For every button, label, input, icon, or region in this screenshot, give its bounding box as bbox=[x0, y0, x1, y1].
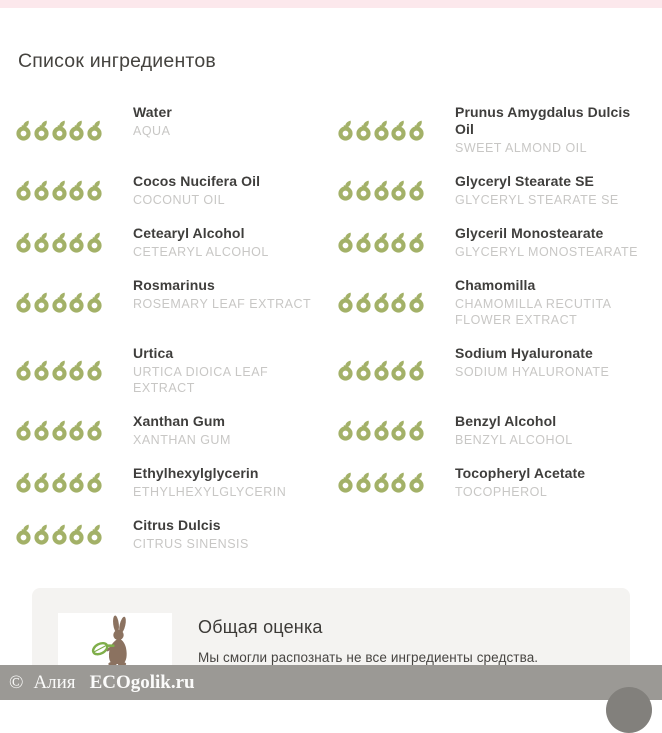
ingredient-item bbox=[16, 172, 324, 208]
rating-icons bbox=[338, 291, 424, 313]
apple-sprout-icon bbox=[16, 359, 31, 381]
apple-sprout-icon bbox=[52, 359, 67, 381]
ingredient-name: Ethylhexylglycerin bbox=[133, 465, 259, 481]
apple-sprout-icon bbox=[34, 471, 49, 493]
apple-sprout-icon bbox=[69, 471, 84, 493]
rating-icons bbox=[338, 119, 424, 141]
ingredient-item bbox=[338, 224, 646, 260]
apple-sprout-icon bbox=[374, 359, 389, 381]
ingredient-text bbox=[455, 172, 619, 208]
ingredient-text bbox=[455, 276, 646, 328]
scroll-top-button[interactable] bbox=[606, 687, 652, 733]
apple-sprout-icon bbox=[338, 179, 353, 201]
apple-sprout-icon bbox=[87, 231, 102, 253]
apple-sprout-icon bbox=[16, 419, 31, 441]
ingredient-inci-name: SWEET ALMOND OIL bbox=[455, 141, 588, 155]
rating-icons bbox=[16, 419, 102, 441]
apple-sprout-icon bbox=[409, 179, 424, 201]
ingredient-name: Glyceryl Stearate SE bbox=[455, 173, 594, 189]
rating-icons bbox=[16, 359, 102, 381]
apple-sprout-icon bbox=[34, 419, 49, 441]
apple-sprout-icon bbox=[338, 231, 353, 253]
apple-sprout-icon bbox=[338, 419, 353, 441]
apple-sprout-icon bbox=[16, 291, 31, 313]
apple-sprout-icon bbox=[34, 523, 49, 545]
apple-sprout-icon bbox=[356, 231, 371, 253]
ingredient-item bbox=[16, 516, 324, 552]
apple-sprout-icon bbox=[409, 471, 424, 493]
summary-description: Мы смогли распознать не все ингредиенты средства. bbox=[198, 649, 539, 665]
apple-sprout-icon bbox=[34, 119, 49, 141]
apple-sprout-icon bbox=[338, 471, 353, 493]
footer bbox=[0, 665, 662, 700]
apple-sprout-icon bbox=[391, 291, 406, 313]
ingredient-inci-name: SODIUM HYALURONATE bbox=[455, 365, 610, 379]
ingredient-text bbox=[455, 103, 646, 156]
apple-sprout-icon bbox=[87, 119, 102, 141]
ingredient-inci-name: GLYCERYL MONOSTEARATE bbox=[455, 245, 638, 259]
ingredient-name: Benzyl Alcohol bbox=[455, 413, 557, 429]
apple-sprout-icon bbox=[16, 471, 31, 493]
apple-sprout-icon bbox=[69, 231, 84, 253]
rating-icons bbox=[16, 179, 102, 201]
top-accent-bar bbox=[0, 0, 662, 8]
ingredient-item bbox=[16, 344, 324, 396]
apple-sprout-icon bbox=[409, 419, 424, 441]
ingredient-name: Chamomilla bbox=[455, 277, 536, 293]
ingredient-name: Xanthan Gum bbox=[133, 413, 226, 429]
ingredient-name: Cetearyl Alcohol bbox=[133, 225, 245, 241]
apple-sprout-icon bbox=[52, 231, 67, 253]
apple-sprout-icon bbox=[409, 291, 424, 313]
ingredient-inci-name: AQUA bbox=[133, 124, 171, 138]
apple-sprout-icon bbox=[52, 119, 67, 141]
apple-sprout-icon bbox=[69, 419, 84, 441]
page-title: Список ингредиентов bbox=[18, 50, 216, 72]
apple-sprout-icon bbox=[338, 291, 353, 313]
ingredient-name: Water bbox=[133, 104, 172, 120]
ingredient-item bbox=[16, 276, 324, 328]
ingredient-text bbox=[455, 224, 638, 260]
ingredient-inci-name: GLYCERYL STEARATE SE bbox=[455, 193, 619, 207]
apple-sprout-icon bbox=[87, 471, 102, 493]
apple-sprout-icon bbox=[374, 179, 389, 201]
apple-sprout-icon bbox=[16, 119, 31, 141]
apple-sprout-icon bbox=[87, 359, 102, 381]
rating-icons bbox=[16, 119, 102, 141]
ingredient-item bbox=[338, 103, 646, 156]
apple-sprout-icon bbox=[356, 359, 371, 381]
ingredient-text bbox=[455, 464, 585, 500]
apple-sprout-icon bbox=[87, 523, 102, 545]
rating-icons bbox=[16, 471, 102, 493]
apple-sprout-icon bbox=[374, 231, 389, 253]
ingredient-inci-name: CETEARYL ALCOHOL bbox=[133, 245, 269, 259]
ingredient-inci-name: ETHYLHEXYLGLYCERIN bbox=[133, 485, 287, 499]
ingredient-name: Glyceril Monostearate bbox=[455, 225, 604, 241]
ingredient-text bbox=[133, 224, 269, 260]
rating-icons bbox=[338, 231, 424, 253]
summary-text bbox=[198, 617, 538, 665]
apple-sprout-icon bbox=[391, 471, 406, 493]
apple-sprout-icon bbox=[34, 359, 49, 381]
apple-sprout-icon bbox=[338, 359, 353, 381]
apple-sprout-icon bbox=[374, 471, 389, 493]
apple-sprout-icon bbox=[374, 419, 389, 441]
ingredient-inci-name: CITRUS SINENSIS bbox=[133, 537, 249, 551]
apple-sprout-icon bbox=[34, 179, 49, 201]
ingredient-item bbox=[338, 412, 646, 448]
apple-sprout-icon bbox=[409, 359, 424, 381]
ingredients-section bbox=[0, 50, 662, 693]
ingredient-item bbox=[16, 224, 324, 260]
footer-site-link[interactable]: ECOgolik.ru bbox=[89, 671, 195, 693]
mascot-box bbox=[58, 613, 172, 669]
apple-sprout-icon bbox=[16, 523, 31, 545]
rating-icons bbox=[338, 359, 424, 381]
ingredient-text bbox=[455, 344, 609, 380]
apple-sprout-icon bbox=[69, 179, 84, 201]
ingredient-item bbox=[16, 103, 324, 156]
ingredient-item bbox=[16, 412, 324, 448]
apple-sprout-icon bbox=[16, 179, 31, 201]
rating-icons bbox=[338, 419, 424, 441]
ingredient-item bbox=[338, 464, 646, 500]
footer-author: Алия bbox=[33, 671, 76, 693]
ingredient-name: Sodium Hyaluronate bbox=[455, 345, 593, 361]
apple-sprout-icon bbox=[52, 419, 67, 441]
ingredient-text bbox=[133, 412, 231, 448]
apple-sprout-icon bbox=[52, 523, 67, 545]
apple-sprout-icon bbox=[16, 231, 31, 253]
ingredient-name: Citrus Dulcis bbox=[133, 517, 221, 533]
ingredient-text bbox=[455, 412, 573, 448]
ingredient-inci-name: COCONUT OIL bbox=[133, 193, 226, 207]
ingredients-grid bbox=[16, 103, 646, 552]
apple-sprout-icon bbox=[338, 119, 353, 141]
ingredient-inci-name: TOCOPHEROL bbox=[455, 485, 548, 499]
rating-icons bbox=[338, 179, 424, 201]
rating-icons bbox=[16, 231, 102, 253]
apple-sprout-icon bbox=[87, 179, 102, 201]
ingredient-text bbox=[133, 344, 324, 396]
ingredient-name: Rosmarinus bbox=[133, 277, 215, 293]
ingredient-inci-name: BENZYL ALCOHOL bbox=[455, 433, 573, 447]
rating-icons bbox=[338, 471, 424, 493]
apple-sprout-icon bbox=[409, 119, 424, 141]
apple-sprout-icon bbox=[356, 419, 371, 441]
ingredient-name: Cocos Nucifera Oil bbox=[133, 173, 261, 189]
apple-sprout-icon bbox=[356, 179, 371, 201]
ingredient-name: Tocopheryl Acetate bbox=[455, 465, 586, 481]
ingredient-text bbox=[133, 276, 311, 312]
apple-sprout-icon bbox=[391, 179, 406, 201]
rating-icons bbox=[16, 291, 102, 313]
apple-sprout-icon bbox=[391, 419, 406, 441]
ingredient-text bbox=[133, 172, 260, 208]
ingredient-text bbox=[133, 516, 249, 552]
apple-sprout-icon bbox=[34, 291, 49, 313]
rating-icons bbox=[16, 523, 102, 545]
apple-sprout-icon bbox=[69, 359, 84, 381]
apple-sprout-icon bbox=[52, 291, 67, 313]
ingredient-name: Urtica bbox=[133, 345, 174, 361]
ingredient-item bbox=[16, 464, 324, 500]
ingredient-item bbox=[338, 344, 646, 396]
copyright-symbol: © bbox=[9, 671, 24, 693]
ingredient-name: Prunus Amygdalus Dulcis Oil bbox=[455, 104, 631, 137]
ingredient-inci-name: ROSEMARY LEAF EXTRACT bbox=[133, 297, 312, 311]
apple-sprout-icon bbox=[69, 291, 84, 313]
ingredient-item bbox=[338, 172, 646, 208]
ingredient-item bbox=[338, 276, 646, 328]
apple-sprout-icon bbox=[52, 179, 67, 201]
apple-sprout-icon bbox=[356, 471, 371, 493]
ingredient-text bbox=[133, 103, 172, 139]
apple-sprout-icon bbox=[356, 119, 371, 141]
apple-sprout-icon bbox=[374, 291, 389, 313]
apple-sprout-icon bbox=[409, 231, 424, 253]
ingredient-inci-name: URTICA DIOICA LEAF EXTRACT bbox=[133, 365, 269, 395]
ingredient-text bbox=[133, 464, 286, 500]
apple-sprout-icon bbox=[356, 291, 371, 313]
apple-sprout-icon bbox=[87, 419, 102, 441]
apple-sprout-icon bbox=[391, 359, 406, 381]
summary-title: Общая оценка bbox=[198, 616, 323, 637]
apple-sprout-icon bbox=[87, 291, 102, 313]
ingredient-inci-name: CHAMOMILLA RECUTITA FLOWER EXTRACT bbox=[455, 297, 611, 327]
apple-sprout-icon bbox=[34, 231, 49, 253]
rabbit-with-magnifier-icon bbox=[87, 615, 143, 667]
ingredient-inci-name: XANTHAN GUM bbox=[133, 433, 231, 447]
apple-sprout-icon bbox=[374, 119, 389, 141]
apple-sprout-icon bbox=[69, 119, 84, 141]
apple-sprout-icon bbox=[52, 471, 67, 493]
apple-sprout-icon bbox=[69, 523, 84, 545]
apple-sprout-icon bbox=[391, 119, 406, 141]
apple-sprout-icon bbox=[391, 231, 406, 253]
